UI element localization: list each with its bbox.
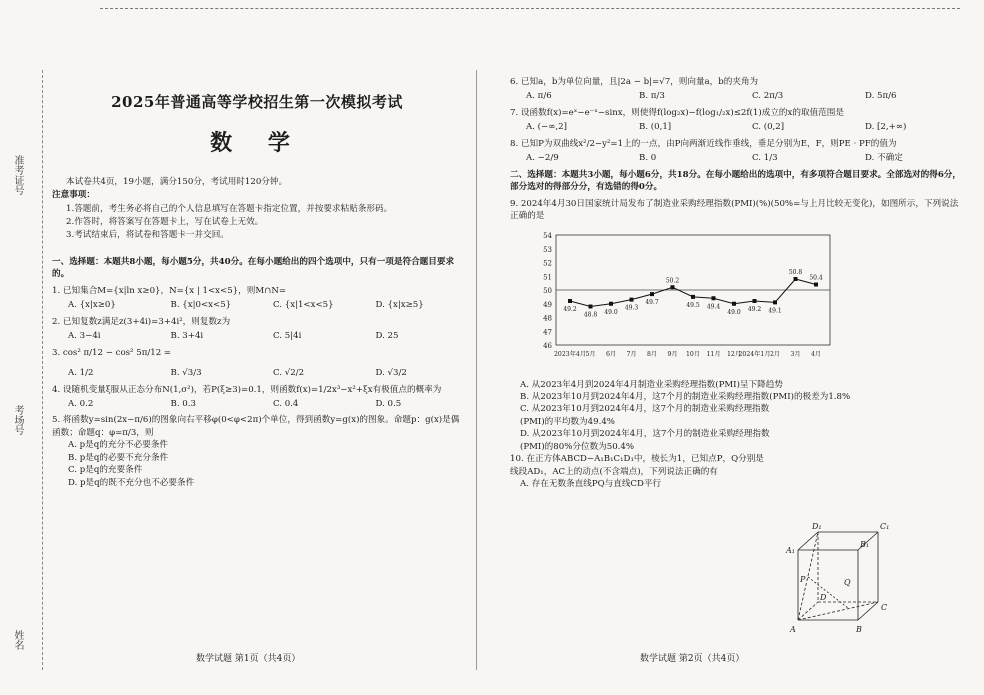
x-tick-label: 8月 (646, 350, 658, 358)
pmi-line-chart (530, 227, 840, 377)
option: A. 3−4i (68, 331, 101, 342)
label-b1: B₁ (860, 540, 870, 549)
pmi-point (794, 277, 798, 281)
y-tick-label: 53 (543, 245, 552, 254)
option: D. 25 (375, 331, 399, 342)
pmi-data-label: 50.8 (788, 268, 803, 276)
x-tick-label: 2月 (769, 350, 781, 358)
question-stem: 5. 将函数y=sin(2x−π/6)的图象向右平移φ(0<φ<2π)个单位，得到函数y=g(x)的图象。命题p：g(x)是偶函数；命题q：φ=π/3，则 (52, 415, 460, 438)
option: C. √2/2 (273, 368, 305, 379)
y-tick-label: 52 (543, 259, 552, 268)
pmi-data-label: 50.2 (665, 276, 680, 284)
x-tick-label: 2023年4月 (553, 350, 587, 358)
pmi-data-label: 49.0 (727, 308, 741, 316)
question-stem: 6. 已知a，b为单位向量，且|2a − b|=√7，则向量a，b的夹角为 (510, 77, 759, 87)
name-label: 姓名 (12, 630, 23, 650)
x-tick-label: 6月 (605, 350, 617, 358)
x-tick-label: 3月 (790, 350, 801, 358)
y-tick-label: 47 (543, 327, 552, 336)
q9-option-c: C. 从2023年10月到2024年4月，这7个月的制造业采购经理指数(PMI)的平均数为49.4% (520, 404, 770, 427)
option: C. 5|4i (273, 331, 302, 342)
y-tick-label: 50 (543, 286, 552, 295)
right-page (510, 72, 962, 491)
pmi-point (630, 297, 634, 301)
question-stem: 2. 已知复数z满足z(3+4i)=3+4i²，则复数z为 (52, 316, 231, 327)
cube-edge (798, 532, 818, 550)
q9-option-d: D. 从2023年10月到2024年4月，这7个月的制造业采购经理指数(PMI)的80%分位数为50.4% (520, 429, 770, 452)
page-1-footer: 数学试题 第1页（共4页） (196, 654, 301, 664)
option: B. p是q的必要不充分条件 (68, 452, 169, 463)
question-2 (52, 316, 462, 343)
admission-number-label: 准考证号 (12, 155, 23, 195)
pmi-data-label: 49.3 (624, 304, 639, 312)
label-a: A (790, 625, 796, 634)
options-row (68, 299, 478, 311)
q9-option-a: A. 从2023年4月到2024年4月制造业采购经理指数(PMI)呈下降趋势 (520, 379, 783, 390)
pmi-point (814, 282, 818, 286)
pmi-data-label: 49.2 (563, 305, 577, 313)
segment-pq (808, 577, 848, 608)
option: B. {x|0<x<5} (170, 300, 232, 311)
x-tick-label: 4月 (810, 350, 822, 358)
question-10-stem: 10. 在正方体ABCD−A₁B₁C₁D₁中，棱长为1，已知点P，Q分别是线段AD₁，AC上的动点(不含端点)，下列说法正确的有 (510, 454, 764, 477)
option: D. 5π/6 (865, 91, 897, 102)
options-row (526, 90, 978, 102)
question-6 (510, 76, 962, 103)
pmi-point (568, 299, 572, 303)
option: A. −2/9 (526, 153, 559, 164)
binding-margin (4, 60, 44, 680)
pmi-point (589, 304, 593, 308)
notice-title: 注意事项： (52, 190, 95, 201)
option: D. √3/2 (375, 368, 407, 379)
label-q: Q (844, 578, 851, 587)
left-page (52, 70, 462, 489)
pmi-data-label: 49.2 (747, 305, 762, 313)
pmi-data-label: 49.5 (686, 301, 700, 309)
pmi-point (671, 285, 675, 289)
notice-item: 1.答题前，考生务必将自己的个人信息填写在答题卡指定位置，并按要求粘贴条形码。 (66, 203, 393, 214)
option: D. 不确定 (865, 153, 903, 164)
pmi-point (753, 299, 757, 303)
pmi-point (732, 301, 736, 305)
question-stem: 7. 设函数f(x)=eˣ−e⁻ˣ−sinx，则使得f(log₂x)−f(log₁/₂x)≤2f(1)成立的x的取值范围是 (510, 107, 844, 118)
question-9-stem: 9. 2024年4月30日国家统计局发布了制造业采购经理指数(PMI)(%)(50%=与上月比较无变化)，如图所示，下列说法正确的是 (510, 198, 959, 222)
q9-option-b: B. 从2023年10月到2024年4月，这7个月的制造业采购经理指数(PMI)的极差为1.8% (520, 391, 851, 402)
page-2-footer: 数学试题 第2页（共4页） (640, 654, 745, 664)
pmi-point (712, 296, 716, 300)
pmi-chart-svg (530, 227, 840, 377)
question-stem: 3. cos² π/12 − cos² 5π/12 = (52, 347, 172, 358)
option: B. 0 (639, 153, 657, 164)
cube-edge (858, 602, 878, 620)
pmi-data-label: 48.8 (583, 311, 598, 319)
exam-room-label: 考场号 (12, 405, 23, 435)
option: B. π/3 (639, 91, 665, 102)
label-d: D (820, 593, 827, 602)
options-row (526, 152, 978, 164)
section-2-heading: 二、选择题：本题共3小题，每小题6分，共18分。在每小题给出的选项中，有多项符合题目要求。全部选对的得6分，部分选对的得部分分，有选错的得0分。 (510, 169, 961, 193)
pmi-data-label: 50.4 (809, 274, 823, 282)
top-cut-line (100, 8, 960, 9)
x-tick-label: 11月 (706, 350, 721, 358)
pmi-data-label: 49.0 (604, 308, 618, 316)
option: A. π/6 (526, 91, 552, 102)
question-3 (52, 347, 462, 380)
y-tick-label: 46 (543, 341, 552, 350)
option: B. 0.3 (170, 398, 196, 409)
question-7 (510, 107, 962, 134)
option: D. p是q的既不充分也不必要条件 (68, 477, 195, 488)
subject-title: 数 学 (210, 130, 304, 156)
label-a1: A₁ (786, 546, 795, 555)
pmi-point (773, 300, 777, 304)
y-tick-label: 54 (543, 231, 552, 240)
question-stem: 1. 已知集合M={x|ln x≥0}，N={x | 1<x<5}，则M∩N= (52, 285, 287, 296)
x-tick-label: 9月 (667, 350, 678, 358)
option: D. [2,+∞) (865, 122, 907, 133)
option: A. {x|x≥0} (68, 300, 116, 311)
notice-item: 2.作答时，将答案写在答题卡上，写在试卷上无效。 (66, 217, 264, 227)
label-p: P (800, 575, 806, 584)
pmi-data-label: 49.7 (645, 298, 659, 306)
options-row (68, 367, 478, 379)
y-tick-label: 51 (543, 272, 552, 281)
section-1-heading: 一、选择题：本题共8小题，每小题5分，共40分。在每小题给出的四个选项中，只有一项是符合题目要求的。 (52, 256, 455, 280)
y-tick-label: 49 (543, 300, 552, 309)
options-row (526, 121, 978, 133)
question-4 (52, 384, 462, 411)
cube-diagram (768, 520, 898, 640)
pmi-point (650, 292, 654, 296)
label-d1: D₁ (812, 522, 822, 531)
pmi-point (609, 301, 613, 305)
option: C. p是q的充要条件 (68, 465, 143, 476)
pmi-data-label: 49.1 (768, 306, 782, 314)
option: C. 2π/3 (752, 91, 784, 102)
option: C. 0.4 (273, 398, 299, 409)
notice-item: 3.考试结束后，将试卷和答题卡一并交回。 (66, 230, 229, 241)
label-c: C (881, 603, 888, 612)
option: B. 3+4i (170, 331, 204, 342)
option: C. (0,2] (752, 122, 785, 133)
option: A. 1/2 (68, 368, 94, 379)
label-b: B (856, 625, 862, 634)
x-tick-label: 10月 (685, 350, 701, 358)
segment-ac (798, 602, 878, 620)
option: A. 0.2 (68, 398, 94, 409)
question-8 (510, 138, 962, 165)
option: D. {x|x≥5} (375, 300, 424, 311)
x-tick-label: 12月 (726, 350, 742, 358)
question-stem: 4. 设随机变量ξ服从正态分布N(1,σ²)，若P(ξ≥3)=0.1，则函数f(x)=1/2x³−x²+ξx有极值点的概率为 (52, 384, 442, 395)
pmi-data-label: 49.4 (706, 302, 721, 310)
label-c1: C₁ (880, 522, 890, 531)
x-tick-label: 2024年1月 (738, 350, 771, 358)
option: B. (0,1] (639, 122, 672, 133)
q10-option-a: A. 存在无数条直线PQ与直线CD平行 (520, 479, 662, 490)
exam-title: 2025年普通高等学校招生第一次模拟考试 (111, 93, 403, 111)
option: A. (−∞,2] (526, 122, 567, 133)
pmi-point (691, 294, 695, 298)
options-row (68, 330, 478, 342)
y-tick-label: 48 (543, 314, 552, 323)
option: B. √3/3 (170, 368, 202, 379)
option: C. {x|1<x<5} (273, 300, 334, 311)
cube-hidden-edge (798, 602, 818, 620)
x-tick-label: 5月 (585, 350, 596, 358)
binding-line (42, 70, 43, 670)
option: A. p是q的充分不必要条件 (68, 440, 169, 451)
exam-intro: 本试卷共4页，19小题，满分150分，考试用时120分钟。 (66, 176, 288, 187)
question-stem: 8. 已知P为双曲线x²/2−y²=1上的一点，由P向两渐近线作垂线，垂足分别为E，F，则PE · PF的值为 (510, 138, 897, 149)
x-tick-label: 7月 (626, 350, 637, 358)
options-row (68, 398, 478, 410)
option: D. 0.5 (375, 398, 402, 409)
question-1 (52, 285, 462, 312)
question-5 (52, 414, 462, 489)
option: C. 1/3 (752, 153, 778, 164)
